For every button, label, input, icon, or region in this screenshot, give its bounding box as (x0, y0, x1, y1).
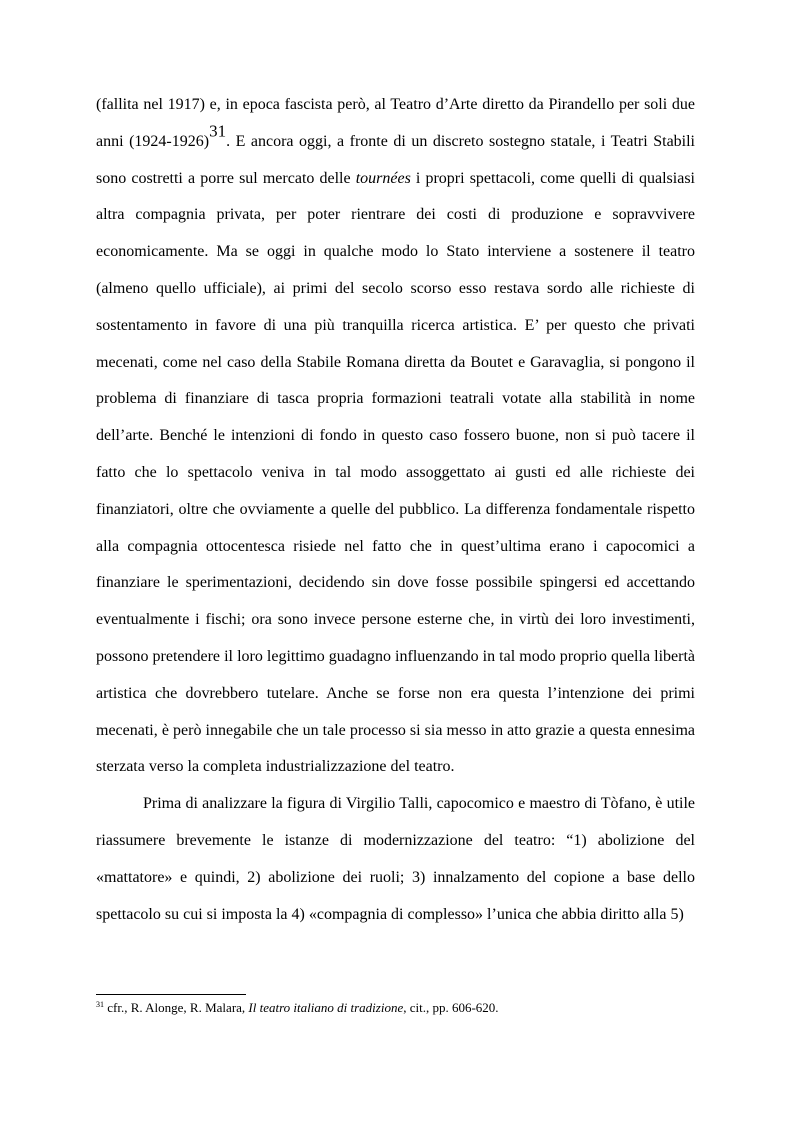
footnote-number: 31 (96, 1000, 104, 1010)
italic-term: tournées (355, 169, 411, 187)
footnote-separator (96, 994, 246, 995)
text-segment: . E ancora oggi, a fronte di un discreto sostegno statale, i Teatri Stabili sono costretti a porre sul mercato delle (96, 132, 695, 187)
paragraph-1 (96, 87, 695, 786)
text-segment: i propri spettacoli, come quelli di qualsiasi altra compagnia privata, per poter rientrare dei costi di produzione e sopravvivere economicamente. Ma se oggi in qualche modo lo Stato interviene a sostenere il teatro (almeno quello ufficiale), ai primi del secolo scorso esso restava sordo alle richieste di sostentamento in favore di una più tranquilla ricerca artistica. E’ per questo che privati mecenati, come nel caso della Stabile Romana diretta da Boutet e Garavaglia, si pongono il problema di finanziare di tasca propria formazioni teatrali votate alla stabilità in nome dell’arte. Benché le intenzioni di fondo in questo caso fossero buone, non si può tacere il fatto che lo spettacolo veniva in tal modo assoggettato ai gusti ed alle richieste dei finanziatori, oltre che ovviamente a quelle del pubblico. La differenza fondamentale rispetto alla compagnia ottocentesca risiede nel fatto che in quest’ultima erano i capocomici a finanziare le sperimentazioni, decidendo sin dove fosse possibile spingersi ed accettando eventualmente i fischi; ora sono invece persone esterne che, in virtù dei loro investimenti, possono pretendere il loro legittimo guadagno influenzando in tal modo proprio quella libertà artistica che dovrebbero tutelare. Anche se forse non era questa l’intenzione dei primi mecenati, è però innegabile che un tale processo si sia messo in atto grazie a questa ennesima sterzata verso la completa industrializzazione del teatro. (96, 169, 695, 776)
footnote (96, 999, 695, 1016)
footnote-title: Il teatro italiano di tradizione (248, 1000, 404, 1015)
footnote-reference: 31 (209, 121, 227, 141)
footnote-text: cfr., R. Alonge, R. Malara, (104, 1000, 249, 1015)
paragraph-2 (96, 786, 695, 933)
footnote-text: , cit., pp. 606-620. (403, 1000, 499, 1015)
text-segment: (fallita nel 1917) e, in epoca fascista però, al Teatro d’Arte diretto da Pirandello per soli due anni (1924-1926) (96, 96, 695, 150)
body-text (96, 87, 695, 933)
text-segment: Prima di analizzare la figura di Virgilio Talli, capocomico e maestro di Tòfano, è utile riassumere brevemente le istanze di modernizzazione del teatro: “1) abolizione del «mattatore» e quindi, 2) abolizione dei ruoli; 3) innalzamento del copione a base dello spettacolo su cui si imposta la 4) «compagnia di complesso» l’unica che abbia diritto alla 5) (96, 795, 695, 923)
